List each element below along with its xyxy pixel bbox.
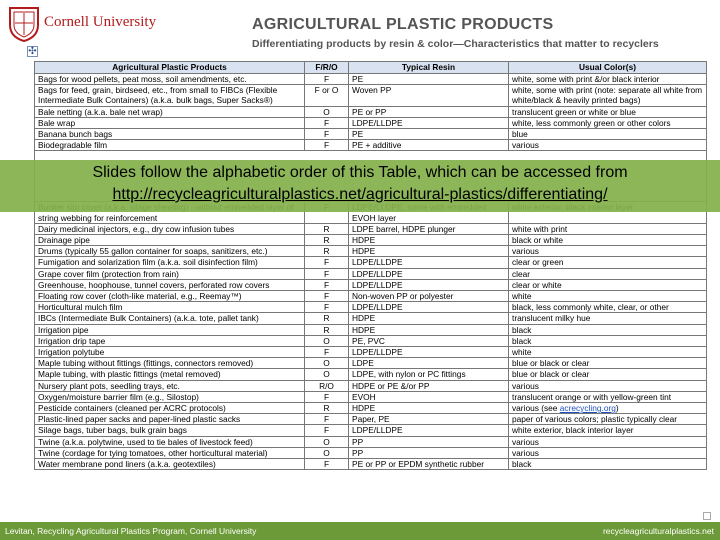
cell-color: paper of various colors; plastic typically clear <box>509 414 707 425</box>
cell-frO: F <box>305 391 349 402</box>
cell-frO: F <box>305 257 349 268</box>
cell-product: Pesticide containers (cleaned per ACRC protocols) <box>35 403 305 414</box>
table-row <box>35 85 707 106</box>
cell-color: white <box>509 291 707 302</box>
cell-frO: F <box>305 74 349 85</box>
cell-color: clear or white <box>509 279 707 290</box>
cell-frO: O <box>305 358 349 369</box>
slide-header <box>0 0 720 58</box>
cell-product: Plastic-lined paper sacks and paper-lined plastic sacks <box>35 414 305 425</box>
cell-frO: F <box>305 268 349 279</box>
cell-color: blue or black or clear <box>509 358 707 369</box>
cell-resin: PP <box>349 447 509 458</box>
table-row <box>35 106 707 117</box>
cell-frO: R <box>305 246 349 257</box>
cell-color: white with print <box>509 223 707 234</box>
table-row <box>35 223 707 234</box>
table-row <box>35 117 707 128</box>
table-row <box>35 436 707 447</box>
cell-product: Irrigation polytube <box>35 347 305 358</box>
cell-product: Twine (cordage for tying tomatoes, other horticultural material) <box>35 447 305 458</box>
cell-product: Maple tubing, with plastic fittings (metal removed) <box>35 369 305 380</box>
cell-frO: F <box>305 279 349 290</box>
page-subtitle: Differentiating products by resin & color—Characteristics that matter to recyclers <box>252 38 659 50</box>
table-row <box>35 246 707 257</box>
cell-color: white, less commonly green or other colors <box>509 117 707 128</box>
footer-website: recycleagriculturalplastics.net <box>602 526 714 536</box>
cell-resin: HDPE <box>349 246 509 257</box>
cell-product: Maple tubing without fittings (fittings, connectors removed) <box>35 358 305 369</box>
cell-product: Nursery plant pots, seedling trays, etc. <box>35 380 305 391</box>
cell-frO: F <box>305 302 349 313</box>
cell-resin: HDPE or PE &/or PP <box>349 380 509 391</box>
cell-resin: LDPE/LLDPE <box>349 279 509 290</box>
cell-product: Water membrane pond liners (a.k.a. geotextiles) <box>35 459 305 470</box>
cell-frO: R <box>305 403 349 414</box>
cell-frO: F <box>305 414 349 425</box>
cell-resin: PE or PP <box>349 106 509 117</box>
cell-product: Drums (typically 55 gallon container for soaps, sanitizers, etc.) <box>35 246 305 257</box>
table-row <box>35 391 707 402</box>
cell-color: clear or green <box>509 257 707 268</box>
cell-product: Biodegradable film <box>35 140 305 151</box>
cell-resin: EVOH layer <box>349 202 509 223</box>
table-row <box>35 459 707 470</box>
cell-resin: PP <box>349 436 509 447</box>
table-row <box>35 324 707 335</box>
footer-credit: Levitan, Recycling Agricultural Plastics Program, Cornell University <box>5 526 257 536</box>
cell-color: various <box>509 246 707 257</box>
table-row <box>35 302 707 313</box>
cell-product: IBCs (Intermediate Bulk Containers) (a.k.a. tote, pallet tank) <box>35 313 305 324</box>
cell-resin: Woven PP <box>349 85 509 106</box>
cell-color: various <box>509 436 707 447</box>
cell-resin: LDPE/LLDPE <box>349 268 509 279</box>
cell-frO: R <box>305 324 349 335</box>
table-row <box>35 291 707 302</box>
cell-color: translucent green or white or blue <box>509 106 707 117</box>
column-header-resin: Typical Resin <box>349 62 509 74</box>
cell-color: black <box>509 324 707 335</box>
cell-frO: R <box>305 223 349 234</box>
cell-color: various (see acrecycling.org) <box>509 403 707 414</box>
page-title: AGRICULTURAL PLASTIC PRODUCTS <box>252 16 554 33</box>
column-header-product: Agricultural Plastic Products <box>35 62 305 74</box>
cell-frO: O <box>305 106 349 117</box>
cell-resin: LDPE/LLDPE <box>349 347 509 358</box>
cell-color: white, some with print (note: separate all white from white/black & heavily printed bags) <box>509 85 707 106</box>
cell-product: Bags for wood pellets, peat moss, soil amendments, etc. <box>35 74 305 85</box>
cell-product: Horticultural mulch film <box>35 302 305 313</box>
cell-frO: F <box>305 129 349 140</box>
table-row <box>35 369 707 380</box>
resize-handle-icon[interactable] <box>703 512 711 520</box>
cornell-seal-logo <box>7 5 41 43</box>
cell-resin: PE or PP or EPDM synthetic rubber <box>349 459 509 470</box>
cell-frO: O <box>305 436 349 447</box>
cell-product: Twine (a.k.a. polytwine, used to tie bales of livestock feed) <box>35 436 305 447</box>
cell-frO: R/O <box>305 380 349 391</box>
cell-frO: F <box>305 347 349 358</box>
cell-resin: LDPE <box>349 358 509 369</box>
acrecycling-link[interactable]: acrecycling.org <box>559 403 616 414</box>
cell-resin: PE <box>349 129 509 140</box>
cell-color: various <box>509 447 707 458</box>
table-header-row <box>35 62 707 74</box>
university-name: Cornell University <box>44 14 157 30</box>
cell-color: white, some with print &/or black interior <box>509 74 707 85</box>
cell-color: clear <box>509 268 707 279</box>
column-header-color: Usual Color(s) <box>509 62 707 74</box>
slide-footer <box>0 522 720 540</box>
cell-product: Floating row cover (cloth-like material, e.g., Reemay™) <box>35 291 305 302</box>
column-header-frO: F/R/O <box>305 62 349 74</box>
cell-resin: EVOH <box>349 391 509 402</box>
cell-color: translucent milky hue <box>509 313 707 324</box>
cell-product: Banana bunch bags <box>35 129 305 140</box>
banner-text: Slides follow the alphabetic order of this Table, which can be accessed from <box>92 164 628 181</box>
cell-resin: PE <box>349 74 509 85</box>
cell-product: Fumigation and solarization film (a.k.a. soil disinfection film) <box>35 257 305 268</box>
table-row <box>35 235 707 246</box>
cell-product: string webbing for reinforcement <box>35 202 305 223</box>
cell-color: black, less commonly white, clear, or other <box>509 302 707 313</box>
table-row <box>35 279 707 290</box>
table-row <box>35 380 707 391</box>
cell-product: Grape cover film (protection from rain) <box>35 268 305 279</box>
cell-color: various <box>509 380 707 391</box>
table-row <box>35 414 707 425</box>
cell-frO: F or O <box>305 85 349 106</box>
cell-color: black <box>509 459 707 470</box>
cell-frO: F <box>305 459 349 470</box>
table-row <box>35 74 707 85</box>
cell-resin: HDPE <box>349 403 509 414</box>
cell-product: Irrigation drip tape <box>35 335 305 346</box>
table-move-handle-icon[interactable]: ✣ <box>28 46 37 57</box>
table-row <box>35 268 707 279</box>
banner-link[interactable]: http://recycleagriculturalplastics.net/agricultural-plastics/differentiating/ <box>112 186 608 203</box>
table-row <box>35 425 707 436</box>
cell-frO: O <box>305 335 349 346</box>
cell-resin: LDPE barrel, HDPE plunger <box>349 223 509 234</box>
table-row <box>35 257 707 268</box>
table-row <box>35 140 707 151</box>
cell-product: Oxygen/moisture barrier film (e.g., Silostop) <box>35 391 305 402</box>
cell-frO: O <box>305 447 349 458</box>
cell-resin: LDPE/LLDPE <box>349 257 509 268</box>
info-banner <box>0 160 720 212</box>
cell-color: blue <box>509 129 707 140</box>
cell-product: Bale netting (a.k.a. bale net wrap) <box>35 106 305 117</box>
cell-frO: F <box>305 291 349 302</box>
table-row <box>35 347 707 358</box>
cell-product: Silage bags, tuber bags, bulk grain bags <box>35 425 305 436</box>
cell-color: various <box>509 140 707 151</box>
cell-color: white <box>509 347 707 358</box>
cell-product: Bags for feed, grain, birdseed, etc., from small to FIBCs (Flexible Intermediate Bulk Containers) (a.k.a. bulk bags, Super Sacks®) <box>35 85 305 106</box>
cell-color: black or white <box>509 235 707 246</box>
cell-resin: LDPE, with nylon or PC fittings <box>349 369 509 380</box>
table-row <box>35 129 707 140</box>
cell-resin: PE + additive <box>349 140 509 151</box>
cell-resin: HDPE <box>349 313 509 324</box>
table-row <box>35 313 707 324</box>
cell-resin: Non-woven PP or polyester <box>349 291 509 302</box>
cell-product: Bale wrap <box>35 117 305 128</box>
cell-product: Greenhouse, hoophouse, tunnel covers, perforated row covers <box>35 279 305 290</box>
products-table <box>34 61 707 470</box>
cell-resin: HDPE <box>349 324 509 335</box>
table-row <box>35 403 707 414</box>
cell-frO: R <box>305 235 349 246</box>
cell-frO: F <box>305 117 349 128</box>
cell-resin: Paper, PE <box>349 414 509 425</box>
cell-frO: F <box>305 140 349 151</box>
cell-frO: R <box>305 313 349 324</box>
cell-product: Irrigation pipe <box>35 324 305 335</box>
cell-color: white exterior, black interior layer <box>509 425 707 436</box>
cell-resin: LDPE/LLDPE <box>349 302 509 313</box>
cell-resin: LDPE/LLDPE <box>349 425 509 436</box>
cell-resin: PE, PVC <box>349 335 509 346</box>
cell-product: Dairy medicinal injectors, e.g., dry cow infusion tubes <box>35 223 305 234</box>
table-row <box>35 447 707 458</box>
cell-frO: F <box>305 425 349 436</box>
cell-color: translucent orange or with yellow-green tint <box>509 391 707 402</box>
cell-product: Drainage pipe <box>35 235 305 246</box>
table-row <box>35 358 707 369</box>
cell-frO: O <box>305 369 349 380</box>
cell-resin: HDPE <box>349 235 509 246</box>
cell-resin: LDPE/LLDPE <box>349 117 509 128</box>
cell-color: black <box>509 335 707 346</box>
cell-color: blue or black or clear <box>509 369 707 380</box>
table-row <box>35 335 707 346</box>
